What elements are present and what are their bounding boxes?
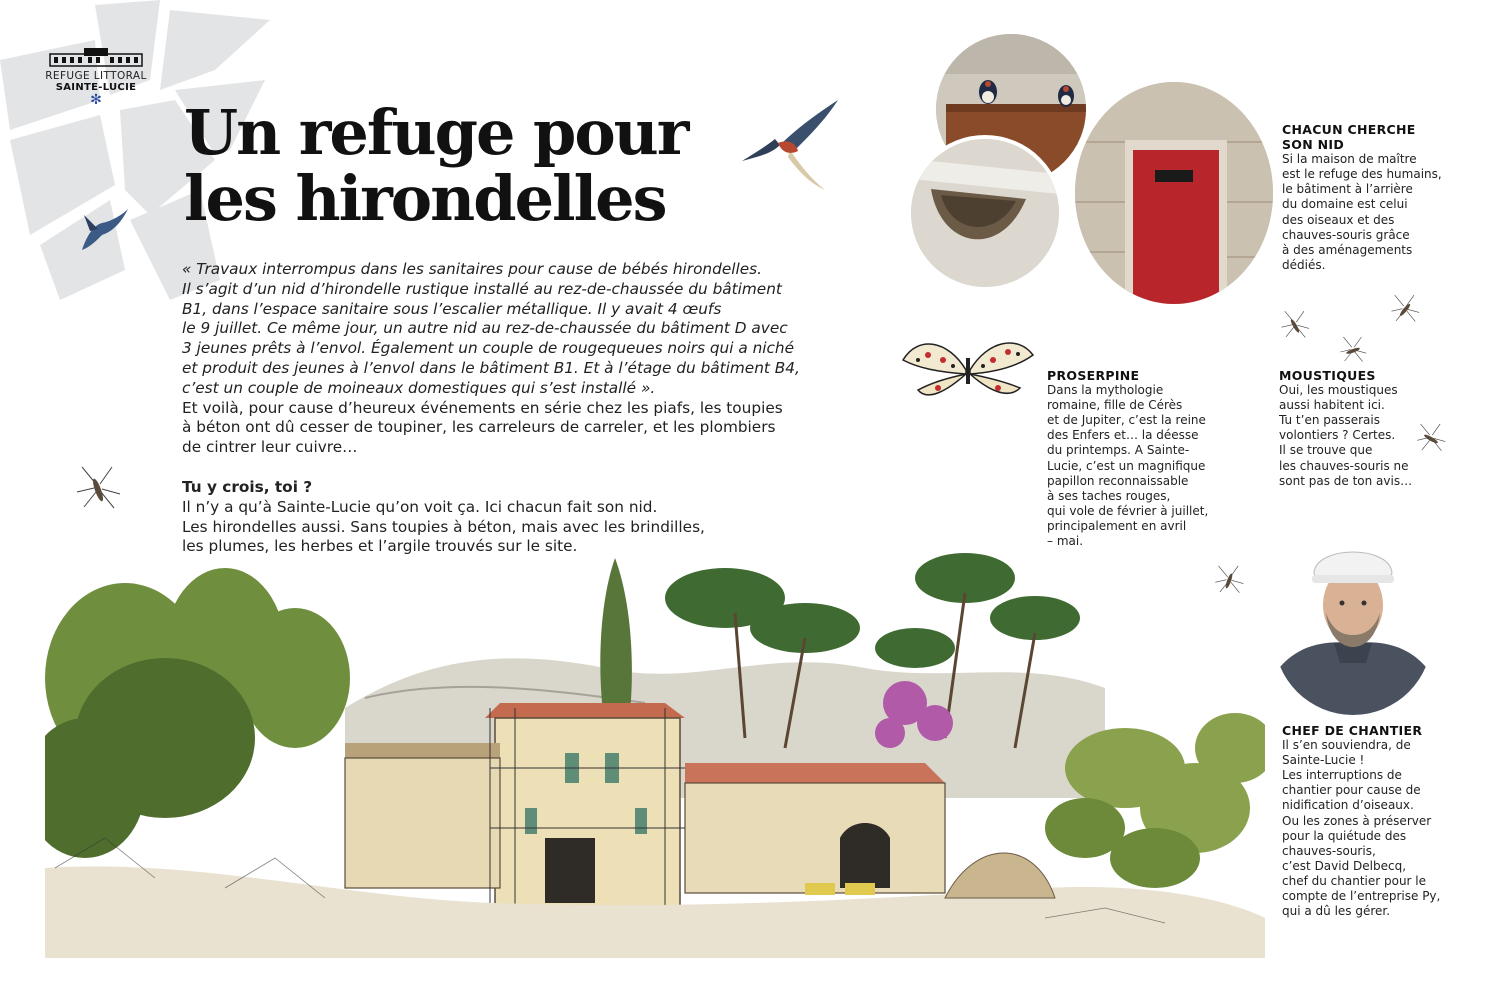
chef-heading: CHEF DE CHANTIER (1282, 723, 1423, 738)
text-line: des oiseaux et des (1282, 212, 1395, 227)
text-line: à béton ont dû cesser de toupiner, les carreleurs de carreler, et les plombiers (182, 418, 776, 437)
text-line: B1, dans l’espace sanitaire sous l’escalier métallique. Il y avait 4 œufs (182, 299, 722, 318)
text-line: Ou les zones à préserver (1282, 813, 1432, 828)
article-subheading: Tu y crois, toi ? (182, 477, 313, 496)
text-line: Sainte-Lucie ! (1282, 753, 1365, 768)
sidebar-chef (1282, 723, 1452, 919)
text-line: et produit des jeunes à l’envol dans le bâtiment B1. Et à l’étage du bâtiment B4, (182, 358, 800, 377)
mosquito-icon (1388, 292, 1422, 324)
sidebar-proserpine (1047, 368, 1222, 549)
text-line: Il s’agit d’un nid d’hirondelle rustique installé au rez-de-chaussée du bâtiment (182, 279, 782, 298)
butterfly-icon (898, 330, 1038, 410)
nid-heading-line: SON NID (1282, 137, 1345, 153)
text-line: compte de l’entreprise Py, (1282, 889, 1441, 904)
page-title (184, 96, 784, 235)
text-line: romaine, fille de Cérès (1047, 398, 1183, 413)
mosquito-icon (72, 462, 124, 512)
text-line: Il n’y a qu’à Sainte-Lucie qu’on voit ça. Ici chacun fait son nid. (182, 497, 658, 516)
text-line: du printemps. A Sainte- (1047, 443, 1190, 458)
text-line: papillon reconnaissable (1047, 473, 1189, 488)
text-line: des Enfers et… la déesse (1047, 428, 1199, 443)
quote-paragraph (182, 260, 842, 399)
red-door-photo (1075, 82, 1273, 304)
text-line: Lucie, c’est un magnifique (1047, 458, 1206, 473)
text-line: dédiés. (1282, 257, 1326, 272)
text-line: le 9 juillet. Ce même jour, un autre nid au rez-de-chausséе du bâtiment D avec (182, 319, 788, 338)
text-line: volontiers ? Certes. (1279, 428, 1396, 443)
portrait-illustration (1274, 535, 1432, 715)
text-line: chantier pour cause de (1282, 783, 1421, 798)
moustiques-heading: MOUSTIQUES (1279, 368, 1376, 383)
building-logo-icon (48, 46, 144, 68)
landscape-illustration (45, 538, 1265, 958)
text-line: et de Jupiter, c’est la reine (1047, 413, 1206, 428)
text-line: à ses taches rouges, (1047, 488, 1171, 503)
mosquito-icon (1278, 308, 1312, 340)
text-line: Les interruptions de (1282, 768, 1402, 783)
text-line: Tu t’en passerais (1279, 413, 1380, 428)
text-line: est le refuge des humains, (1282, 167, 1442, 182)
text-line: qui vole de février à juillet, (1047, 503, 1209, 518)
title-line2: les hirondelles (184, 162, 666, 235)
text-line: chauves-souris grâce (1282, 227, 1410, 242)
nid-heading-line: CHACUN CHERCHE (1282, 122, 1416, 137)
sidebar-moustiques (1279, 368, 1429, 489)
text-line: principalement en avril (1047, 518, 1187, 533)
text-line: Il se trouve que (1279, 443, 1373, 458)
text-line: qui a dû les gérer. (1282, 904, 1391, 919)
text-line: – mai. (1047, 534, 1084, 549)
text-line: le bâtiment à l’arrière (1282, 182, 1413, 197)
logo (44, 46, 148, 107)
mosquito-icon (1336, 334, 1370, 364)
text-line: nidification d’oiseaux. (1282, 798, 1414, 813)
text-line: les plumes, les herbes et l’argile trouvés sur le site. (182, 537, 578, 556)
main-paragraph (182, 399, 842, 458)
nest-photo (907, 135, 1063, 291)
text-line: Oui, les moustiques (1279, 383, 1398, 398)
text-line: sont pas de ton avis… (1279, 473, 1413, 488)
sidebar-nid (1282, 122, 1452, 273)
text-line: Et voilà, pour cause d’heureux événements en série chez les piafs, les toupies (182, 398, 783, 417)
text-line: « Travaux interrompus dans les sanitaires pour cause de bébés hirondelles. (182, 260, 762, 278)
text-line: 3 jeunes prêts à l’envol. Également un couple de rougequeues noirs qui a niché (182, 339, 795, 358)
logo-line2: SAINTE-LUCIE (55, 82, 137, 93)
flower-logo-icon: ✻ (90, 92, 102, 108)
text-line: de cintrer leur cuivre… (182, 438, 358, 457)
proserpine-heading: PROSERPINE (1047, 368, 1140, 383)
text-line: Il s’en souviendra, de (1282, 738, 1411, 753)
text-line: c’est un couple de moineaux domestiques qui s’est installé ». (182, 378, 656, 397)
text-line: du domaine est celui (1282, 197, 1408, 212)
text-line: chef du chantier pour le (1282, 873, 1427, 888)
swallow-icon (72, 205, 130, 255)
article-body (182, 260, 842, 557)
text-line: c’est David Delbecq, (1282, 858, 1407, 873)
text-line: Les hirondelles aussi. Sans toupies à béton, mais avec les brindilles, (182, 517, 705, 536)
text-line: aussi habitent ici. (1279, 398, 1385, 413)
text-line: Dans la mythologie (1047, 383, 1164, 398)
text-line: chauves-souris, (1282, 843, 1376, 858)
text-line: à des aménagements (1282, 242, 1413, 257)
title-line1: Un refuge pour (184, 96, 688, 169)
logo-line1: REFUGE LITTORAL (45, 70, 147, 82)
text-line: pour la quiétude des (1282, 828, 1407, 843)
text-line: les chauves-souris ne (1279, 458, 1409, 473)
text-line: Si la maison de maître (1282, 152, 1417, 167)
